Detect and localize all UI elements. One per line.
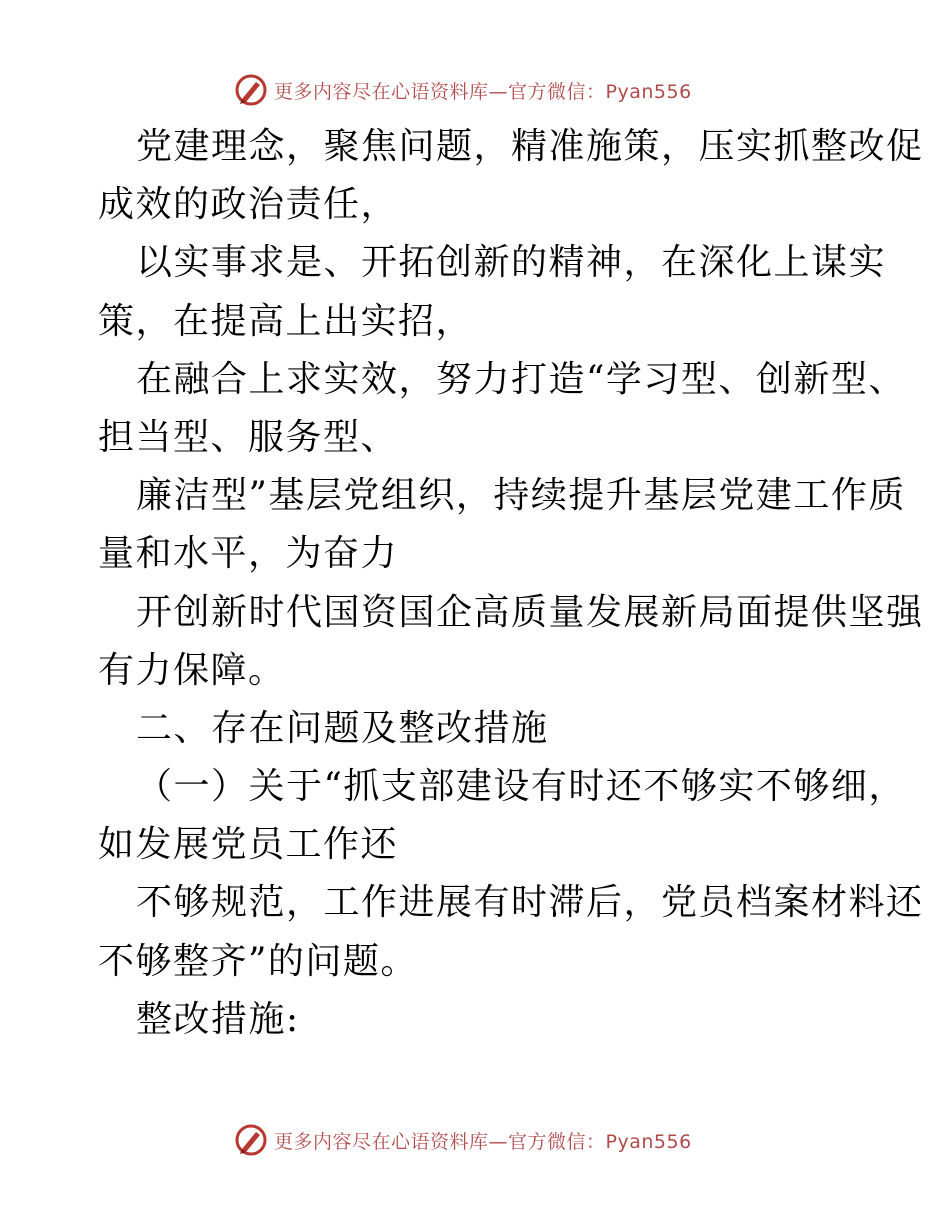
subsection-heading: （一）关于“抓支部建设有时还不够实不够细，	[136, 766, 906, 808]
paragraph-line: 担当型、服务型、	[98, 416, 399, 458]
paragraph-line: 有力保障。	[98, 649, 286, 691]
paragraph-line: 党建理念，聚焦问题，精准施策，压实抓整改促	[136, 126, 924, 167]
measures-heading: 整改措施:	[136, 998, 300, 1040]
paragraph-line: 不够整齐”的问题。	[98, 940, 418, 982]
document-body	[98, 118, 924, 1049]
paragraph-line: 开创新时代国资国企高质量发展新局面提供坚强	[136, 591, 924, 633]
footer-banner	[234, 1120, 754, 1160]
paragraph-line: 以实事求是、开拓创新的精神，在深化上谋实	[136, 242, 887, 284]
paragraph-line: 在融合上求实效，努力打造“学习型、创新型、	[136, 358, 906, 400]
paragraph-line: 不够规范，工作进展有时滞后，党员档案材料还	[136, 882, 924, 924]
section-heading: 二、存在问题及整改措施	[136, 707, 549, 749]
paragraph-line: 如发展党员工作还	[98, 824, 399, 866]
header-banner-text: 更多内容尽在心语资料库—官方微信：Pyan556	[274, 80, 692, 103]
paragraph-line: 成效的政治责任，	[98, 184, 399, 226]
header-banner	[234, 70, 754, 110]
paragraph-line: 策，在提高上出实招，	[98, 300, 474, 342]
paragraph-line: 廉洁型”基层党组织，持续提升基层党建工作质	[136, 475, 906, 517]
pen-logo-icon	[234, 73, 268, 107]
paragraph-line: 量和水平，为奋力	[98, 533, 399, 575]
footer-banner-text: 更多内容尽在心语资料库—官方微信：Pyan556	[274, 1130, 692, 1153]
pen-logo-icon	[234, 1123, 268, 1157]
